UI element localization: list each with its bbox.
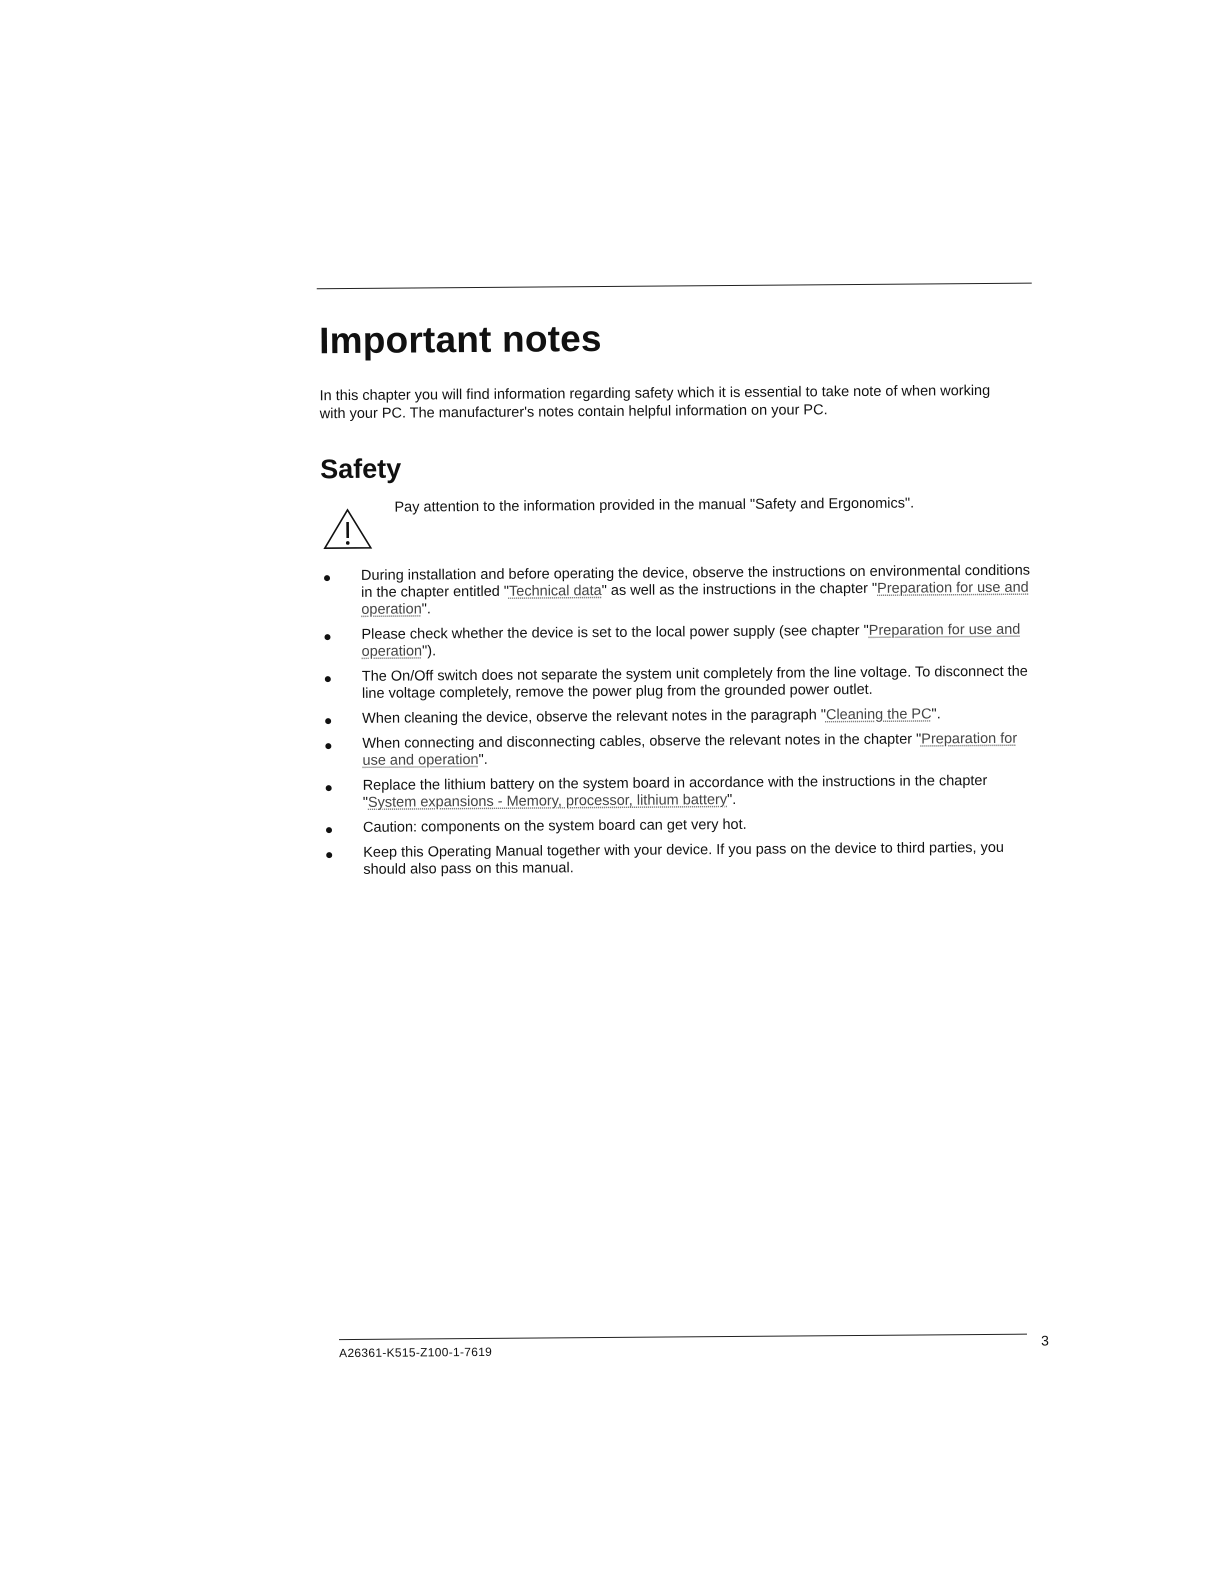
warning-triangle-icon (322, 508, 372, 550)
intro-paragraph: In this chapter you will find information regarding safety which it is essential to take note of when working with your PC. The manufacturer's notes contain helpful information on your PC. (320, 382, 1020, 423)
page-title: Important notes (319, 318, 602, 362)
xref-system-expansions[interactable]: System expansions - Memory, processor, lithium battery (368, 792, 727, 811)
xref-preparation[interactable]: Preparation for use and operation (362, 731, 1017, 769)
safety-warning-text: Pay attention to the information provided in the manual "Safety and Ergonomics". (394, 494, 1034, 517)
xref-technical-data[interactable]: Technical data (509, 583, 602, 600)
safety-item-cables: When connecting and disconnecting cables, observe the relevant notes in the chapter "Preparation for use and operation". (322, 731, 1042, 771)
safety-item-on-off-switch: The On/Off switch does not separate the system unit completely from the line voltage. To disconnect the line voltage completely, remove the power plug from the grounded power outlet. (322, 664, 1042, 704)
page-number: 3 (1041, 1332, 1049, 1348)
bullet-dot (325, 676, 331, 682)
footer-rule (339, 1334, 1027, 1340)
top-rule (317, 283, 1032, 290)
xref-cleaning-the-pc[interactable]: Cleaning the PC (826, 706, 932, 723)
safety-item-caution-hot: Caution: components on the system board can get very hot. (323, 815, 1043, 838)
bullet-dot (326, 852, 332, 858)
safety-item-lithium-battery: Replace the lithium battery on the system board in accordance with the instructions in the chapter "System expansions - Memory, processor, lithium battery". (323, 773, 1043, 813)
safety-heading: Safety (320, 454, 401, 486)
safety-list (321, 563, 1043, 888)
safety-item-power-supply: Please check whether the device is set to the local power supply (see chapter "Preparation for use and operation"). (321, 622, 1041, 662)
bullet-dot (325, 718, 331, 724)
bullet-dot (324, 634, 330, 640)
document-number: A26361-K515-Z100-1-7619 (339, 1345, 492, 1360)
bullet-dot (324, 575, 330, 581)
xref-preparation[interactable]: Preparation for use and operation (362, 622, 1021, 660)
bullet-dot (326, 827, 332, 833)
safety-item-installation: During installation and before operating the device, observe the instructions on environmental conditions in the chapter entitled "Technical data" as well as the instructions in the chapter "Preparation for use and operation". (321, 563, 1041, 620)
bullet-dot (325, 743, 331, 749)
bullet-dot (326, 785, 332, 791)
safety-item-keep-manual: Keep this Operating Manual together with your device. If you pass on the device to third parties, you should also pass on this manual. (323, 840, 1043, 880)
xref-preparation[interactable]: Preparation for use and operation (361, 580, 1029, 618)
safety-item-cleaning: When cleaning the device, observe the relevant notes in the paragraph "Cleaning the PC". (322, 706, 1042, 729)
